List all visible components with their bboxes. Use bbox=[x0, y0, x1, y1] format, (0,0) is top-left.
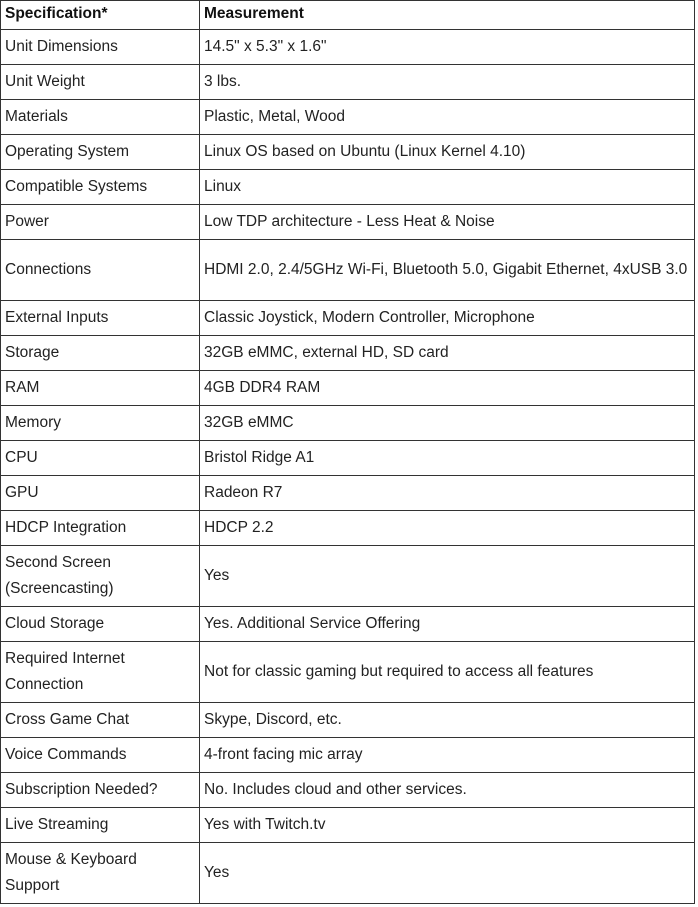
spec-name-cell: Storage bbox=[1, 336, 200, 371]
measurement-column-header: Measurement bbox=[200, 1, 695, 30]
table-row bbox=[1, 30, 695, 65]
specification-column-header: Specification* bbox=[1, 1, 200, 30]
table-row bbox=[1, 642, 695, 703]
table-row bbox=[1, 170, 695, 205]
spec-value-cell: Skype, Discord, etc. bbox=[200, 703, 695, 738]
spec-value-cell: 32GB eMMC, external HD, SD card bbox=[200, 336, 695, 371]
spec-value-cell: Classic Joystick, Modern Controller, Microphone bbox=[200, 301, 695, 336]
table-row bbox=[1, 808, 695, 843]
spec-value-cell: HDCP 2.2 bbox=[200, 511, 695, 546]
table-row bbox=[1, 205, 695, 240]
table-row bbox=[1, 441, 695, 476]
table-row bbox=[1, 100, 695, 135]
spec-value-cell: Yes. Additional Service Offering bbox=[200, 607, 695, 642]
spec-value-cell: Plastic, Metal, Wood bbox=[200, 100, 695, 135]
spec-value-cell: 3 lbs. bbox=[200, 65, 695, 100]
table-row bbox=[1, 336, 695, 371]
spec-name-cell: Unit Dimensions bbox=[1, 30, 200, 65]
spec-name-cell: External Inputs bbox=[1, 301, 200, 336]
spec-name-cell: Voice Commands bbox=[1, 738, 200, 773]
table-row bbox=[1, 703, 695, 738]
spec-name-cell: Cloud Storage bbox=[1, 607, 200, 642]
spec-name-cell: RAM bbox=[1, 371, 200, 406]
spec-value-cell: 14.5" x 5.3" x 1.6" bbox=[200, 30, 695, 65]
spec-value-cell: 4-front facing mic array bbox=[200, 738, 695, 773]
spec-name-cell: Required Internet Connection bbox=[1, 642, 200, 703]
table-row bbox=[1, 773, 695, 808]
spec-name-cell: Compatible Systems bbox=[1, 170, 200, 205]
spec-name-cell: Operating System bbox=[1, 135, 200, 170]
table-row bbox=[1, 476, 695, 511]
spec-value-cell: Yes bbox=[200, 843, 695, 904]
spec-value-cell: Yes with Twitch.tv bbox=[200, 808, 695, 843]
spec-value-cell: Bristol Ridge A1 bbox=[200, 441, 695, 476]
spec-name-cell: Mouse & Keyboard Support bbox=[1, 843, 200, 904]
spec-value-cell: Linux bbox=[200, 170, 695, 205]
spec-value-cell: HDMI 2.0, 2.4/5GHz Wi-Fi, Bluetooth 5.0, Gigabit Ethernet, 4xUSB 3.0 bbox=[200, 240, 695, 301]
spec-value-cell: No. Includes cloud and other services. bbox=[200, 773, 695, 808]
spec-value-cell: 32GB eMMC bbox=[200, 406, 695, 441]
table-row bbox=[1, 301, 695, 336]
spec-name-cell: CPU bbox=[1, 441, 200, 476]
spec-name-cell: Memory bbox=[1, 406, 200, 441]
spec-name-cell: Subscription Needed? bbox=[1, 773, 200, 808]
spec-name-cell: Materials bbox=[1, 100, 200, 135]
spec-value-cell: Radeon R7 bbox=[200, 476, 695, 511]
table-row bbox=[1, 546, 695, 607]
spec-value-cell: Linux OS based on Ubuntu (Linux Kernel 4.10) bbox=[200, 135, 695, 170]
spec-name-cell: Connections bbox=[1, 240, 200, 301]
spec-name-cell: Second Screen (Screencasting) bbox=[1, 546, 200, 607]
spec-value-cell: Not for classic gaming but required to access all features bbox=[200, 642, 695, 703]
spec-value-cell: Yes bbox=[200, 546, 695, 607]
table-row bbox=[1, 406, 695, 441]
spec-name-cell: Power bbox=[1, 205, 200, 240]
table-row bbox=[1, 240, 695, 301]
table-row bbox=[1, 607, 695, 642]
table-row bbox=[1, 843, 695, 904]
table-row bbox=[1, 738, 695, 773]
spec-name-cell: Cross Game Chat bbox=[1, 703, 200, 738]
table-row bbox=[1, 65, 695, 100]
table-row bbox=[1, 511, 695, 546]
spec-name-cell: GPU bbox=[1, 476, 200, 511]
spec-name-cell: Unit Weight bbox=[1, 65, 200, 100]
spec-value-cell: Low TDP architecture - Less Heat & Noise bbox=[200, 205, 695, 240]
spec-name-cell: HDCP Integration bbox=[1, 511, 200, 546]
spec-name-cell: Live Streaming bbox=[1, 808, 200, 843]
table-row bbox=[1, 135, 695, 170]
table-header-row bbox=[1, 1, 695, 30]
spec-value-cell: 4GB DDR4 RAM bbox=[200, 371, 695, 406]
table-row bbox=[1, 371, 695, 406]
